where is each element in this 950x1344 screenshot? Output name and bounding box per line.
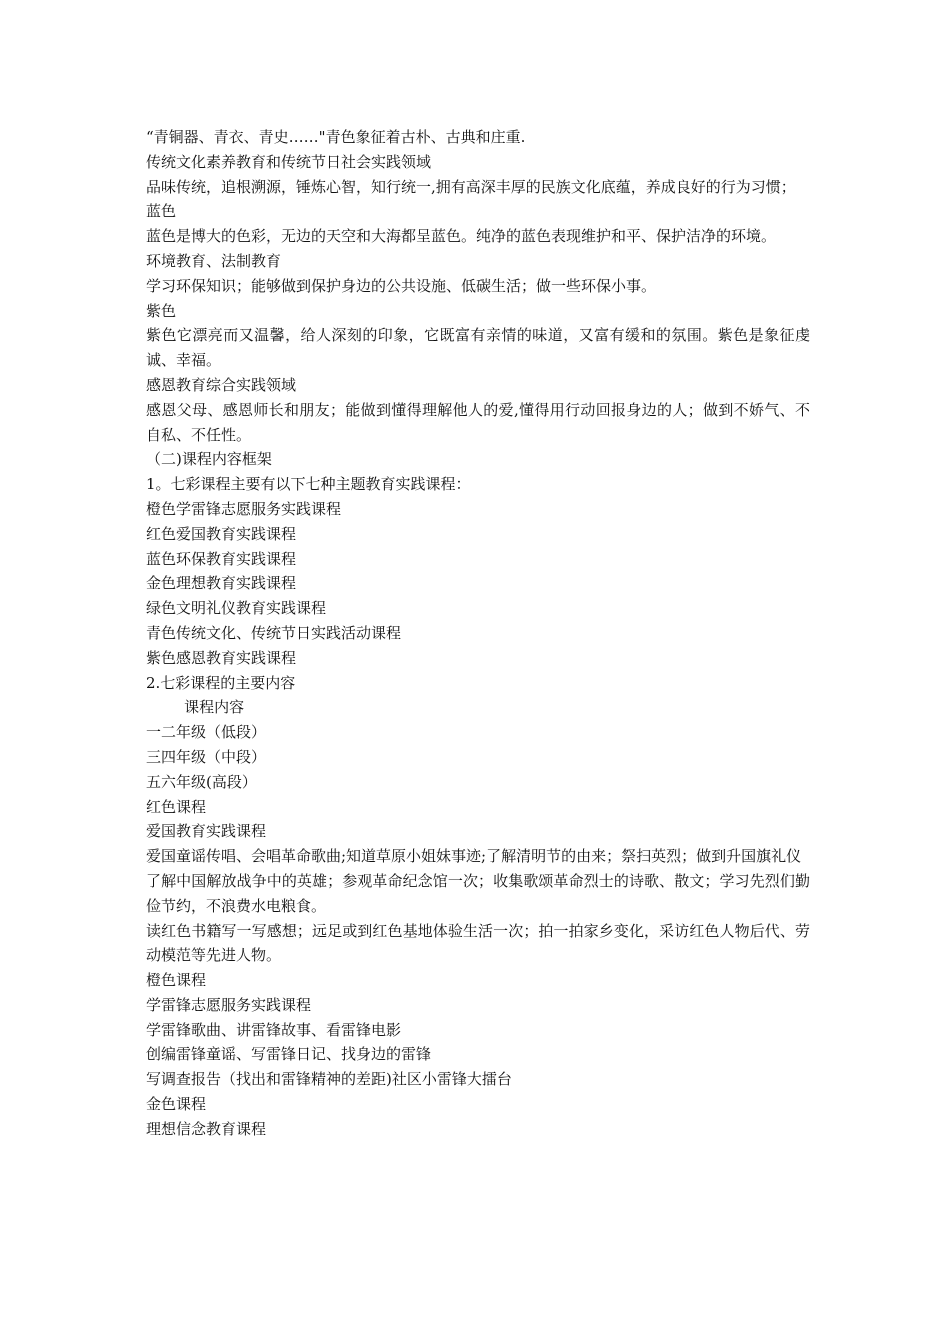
paragraph: “青铜器、青衣、青史……"青色象征着古朴、古典和庄重. xyxy=(146,128,526,146)
paragraph: 学习环保知识；能够做到保护身边的公共设施、低碳生活；做一些环保小事。 xyxy=(146,276,657,295)
document-body xyxy=(146,125,810,1142)
table-cell: 学雷锋歌曲、讲雷锋故事、看雷锋电影 xyxy=(146,1020,402,1039)
section-heading: 环境教育、法制教育 xyxy=(146,251,282,270)
table-cell: 橙色课程 xyxy=(146,971,207,990)
table-cell: 红色课程 xyxy=(146,797,207,816)
list-item: 金色理想教育实践课程 xyxy=(146,574,297,593)
list-item: 紫色感恩教育实践课程 xyxy=(146,648,297,667)
subsection-heading: 2.七彩课程的主要内容 xyxy=(146,673,296,692)
paragraph: 蓝色是博大的色彩，无边的天空和大海都呈蓝色。纯净的蓝色表现维护和平、保护洁净的环境。 xyxy=(146,227,777,246)
paragraph: 品味传统，追根溯源，锤炼心智，知行统一,拥有高深丰厚的民族文化底蕴，养成良好的行为习惯； xyxy=(146,177,796,196)
table-header-cell: 五六年级(高段） xyxy=(146,772,257,791)
color-heading: 紫色 xyxy=(146,301,177,320)
table-header-cell: 三四年级（中段） xyxy=(146,747,267,766)
table-cell: 了解中国解放战争中的英雄；参观革命纪念馆一次；收集歌颂革命烈士的诗歌、散文；学习先烈们勤俭节约，不浪费水电粮食。 xyxy=(146,871,810,915)
table-cell: 读红色书籍写一写感想；远足或到红色基地体验生活一次；拍一拍家乡变化，采访红色人物后代、劳动模范等先进人物。 xyxy=(146,921,810,965)
list-intro: 1。七彩课程主要有以下七种主题教育实践课程： xyxy=(146,475,471,494)
paragraph: 紫色它漂亮而又温馨，给人深刻的印象，它既富有亲情的味道，又富有缓和的氛围。紫色是象征虔诚、幸福。 xyxy=(146,326,810,370)
table-cell: 学雷锋志愿服务实践课程 xyxy=(146,995,312,1014)
list-item: 绿色文明礼仪教育实践课程 xyxy=(146,599,327,618)
section-heading: 感恩教育综合实践领域 xyxy=(146,375,297,394)
table-cell: 创编雷锋童谣、写雷锋日记、找身边的雷锋 xyxy=(146,1045,432,1064)
section-heading: 传统文化素养教育和传统节日社会实践领域 xyxy=(146,152,432,171)
table-cell: 爱国童谣传唱、会唱革命歌曲;知道草原小姐妹事迹;了解清明节的由来；祭扫英烈；做到升国旗礼仪 xyxy=(146,847,802,866)
list-item: 蓝色环保教育实践课程 xyxy=(146,549,297,568)
table-cell: 写调查报告（找出和雷锋精神的差距)社区小雷锋大擂台 xyxy=(146,1070,512,1089)
list-item: 红色爱国教育实践课程 xyxy=(146,524,297,543)
table-cell: 爱国教育实践课程 xyxy=(146,822,267,841)
list-item: 青色传统文化、传统节日实践活动课程 xyxy=(146,623,402,642)
paragraph: 感恩父母、感恩师长和朋友；能做到懂得理解他人的爱,懂得用行动回报身边的人；做到不娇气、不自私、不任性。 xyxy=(146,400,810,444)
list-item: 橙色学雷锋志愿服务实践课程 xyxy=(146,499,342,518)
table-cell: 金色课程 xyxy=(146,1095,207,1114)
subsection-heading: （二)课程内容框架 xyxy=(146,450,272,469)
table-header-cell: 一二年级（低段） xyxy=(146,723,267,742)
color-heading: 蓝色 xyxy=(146,202,177,221)
table-header-cell: 课程内容 xyxy=(146,698,245,717)
table-cell: 理想信念教育课程 xyxy=(146,1119,267,1138)
